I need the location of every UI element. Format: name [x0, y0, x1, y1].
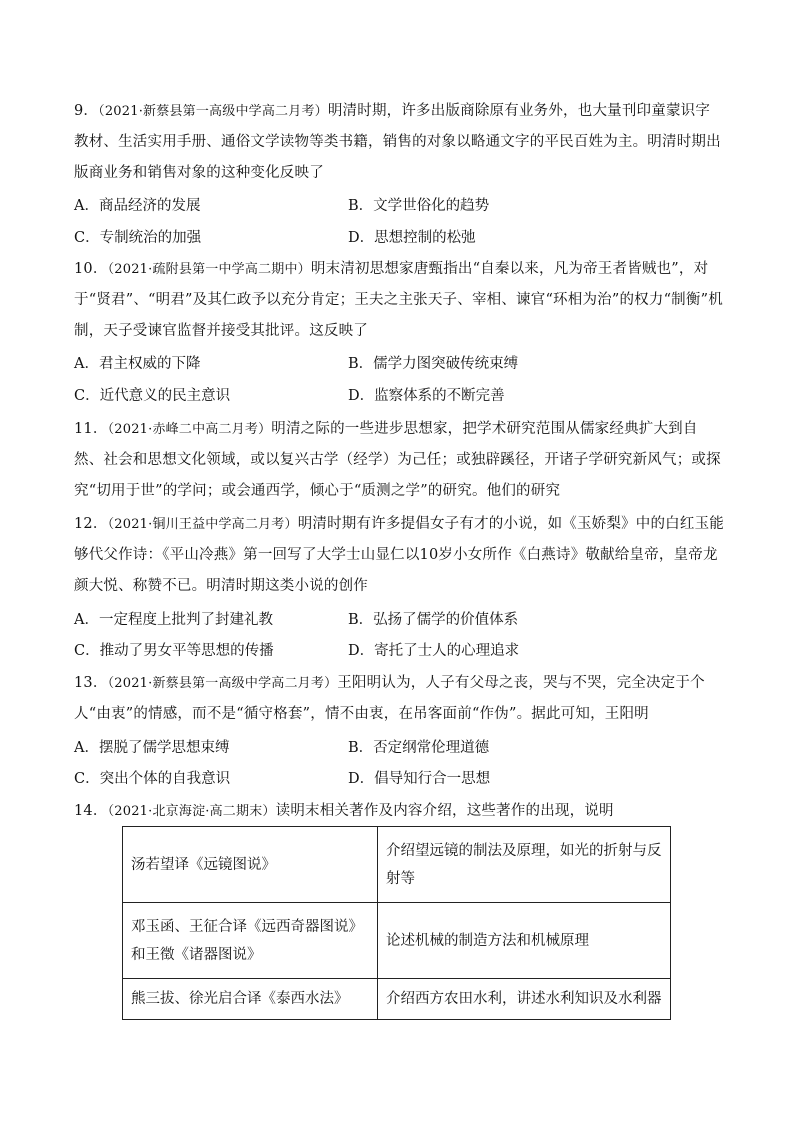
- option-b: B．儒学力图突破传统束缚: [348, 356, 519, 372]
- question-14: [74, 796, 724, 827]
- question-stem: 明清之际的一些进步思想家，把学术研究范围从儒家经典扩大到自然、社会和思想文化领域，或以复兴古学（经学）为己任；或独辟蹊径，开诸子学研究新风气；或探究“切用于世”的学问；或会通西学，倾心于“质测之学”的研究。他们的研究: [74, 421, 721, 499]
- question-stem: 王阳明认为，人子有父母之丧，哭与不哭，完全决定于个人“由衷”的情感，而不是“循守格套”，情不由衷，在吊客面前“作伪”。据此可知，王阳明: [74, 675, 705, 722]
- question-number: 9．: [74, 103, 99, 119]
- work-title-cell: 邓玉函、王征合译《远西奇器图说》和王徵《诸器图说》: [123, 903, 378, 979]
- table-row: [123, 979, 671, 1020]
- question-number: 10．: [74, 261, 108, 277]
- question-number: 11．: [74, 421, 108, 437]
- option-c: C．突出个体的自我意识: [74, 771, 231, 787]
- question-number: 14．: [74, 803, 108, 819]
- option-b: B．否定纲常伦理道德: [348, 740, 490, 756]
- option-a: A．商品经济的发展: [74, 198, 201, 214]
- option-c: C．专制统治的加强: [74, 230, 202, 246]
- option-a: A．君主权威的下降: [74, 356, 201, 372]
- option-c: C．推动了男女平等思想的传播: [74, 643, 274, 659]
- works-table: [122, 826, 671, 1020]
- option-d: D．寄托了士人的心理追求: [348, 643, 520, 659]
- option-a: A．一定程度上批判了封建礼教: [74, 612, 273, 628]
- option-b: B．弘扬了儒学的价值体系: [348, 612, 519, 628]
- question-11: [74, 414, 724, 507]
- work-title-cell: 熊三拔、徐光启合译《泰西水法》: [123, 979, 378, 1020]
- option-b: B．文学世俗化的趋势: [348, 198, 490, 214]
- question-source: （2021·新蔡县第一高级中学高二月考）: [98, 104, 328, 119]
- option-d: D．倡导知行合一思想: [348, 771, 491, 787]
- table-row: [123, 903, 671, 979]
- table-row: [123, 827, 671, 903]
- question-10: [74, 254, 724, 347]
- question-stem: 明清时期有许多提倡女子有才的小说，如《玉娇梨》中的白红玉能够代父作诗：《平山冷燕》第一回写了大学士山显仁以10岁小女所作《白燕诗》敬献给皇帝，皇帝龙颜大悦、称赞不已。明清时期这类小说的创作: [74, 516, 724, 594]
- question-source: （2021·铜川王益中学高二月考）: [107, 517, 298, 532]
- question-12: [74, 509, 724, 602]
- question-number: 12．: [74, 516, 108, 532]
- question-source: （2021·新蔡县第一高级中学高二月考）: [107, 676, 338, 691]
- question-source: （2021·疏附县第一中学高二期中）: [107, 262, 311, 277]
- option-d: D．监察体系的不断完善: [348, 388, 505, 404]
- question-stem: 明清时期，许多出版商除原有业务外，也大量刊印童蒙识字教材、生活实用手册、通俗文学读物等类书籍，销售的对象以略通文字的平民百姓为主。明清时期出版商业务和销售对象的这种变化反映了: [74, 103, 721, 181]
- option-c: C．近代意义的民主意识: [74, 388, 231, 404]
- question-number: 13．: [74, 675, 108, 691]
- work-title-cell: 汤若望译《远镜图说》: [123, 827, 378, 903]
- question-source: （2021·北京海淀·高二期末）: [107, 804, 276, 819]
- question-source: （2021·赤峰二中高二月考）: [107, 422, 272, 437]
- work-intro-cell: 介绍望远镜的制法及原理，如光的折射与反射等: [378, 827, 671, 903]
- option-d: D．思想控制的松弛: [348, 230, 476, 246]
- question-9: [74, 96, 724, 189]
- question-stem: 读明末相关著作及内容介绍，这些著作的出现，说明: [275, 803, 614, 819]
- question-stem: 明末清初思想家唐甄指出“自秦以来，凡为帝王者皆贼也”，对于“贤君”、“明君”及其仁政予以充分肯定；王夫之主张天子、宰相、谏官“环相为治”的权力“制衡”机制，天子受谏官监督并接受其批评。这反映了: [74, 261, 723, 339]
- work-intro-cell: 介绍西方农田水利，讲述水利知识及水利器: [378, 979, 671, 1020]
- question-13: [74, 668, 724, 730]
- work-intro-cell: 论述机械的制造方法和机械原理: [378, 903, 671, 979]
- option-a: A．摆脱了儒学思想束缚: [74, 740, 230, 756]
